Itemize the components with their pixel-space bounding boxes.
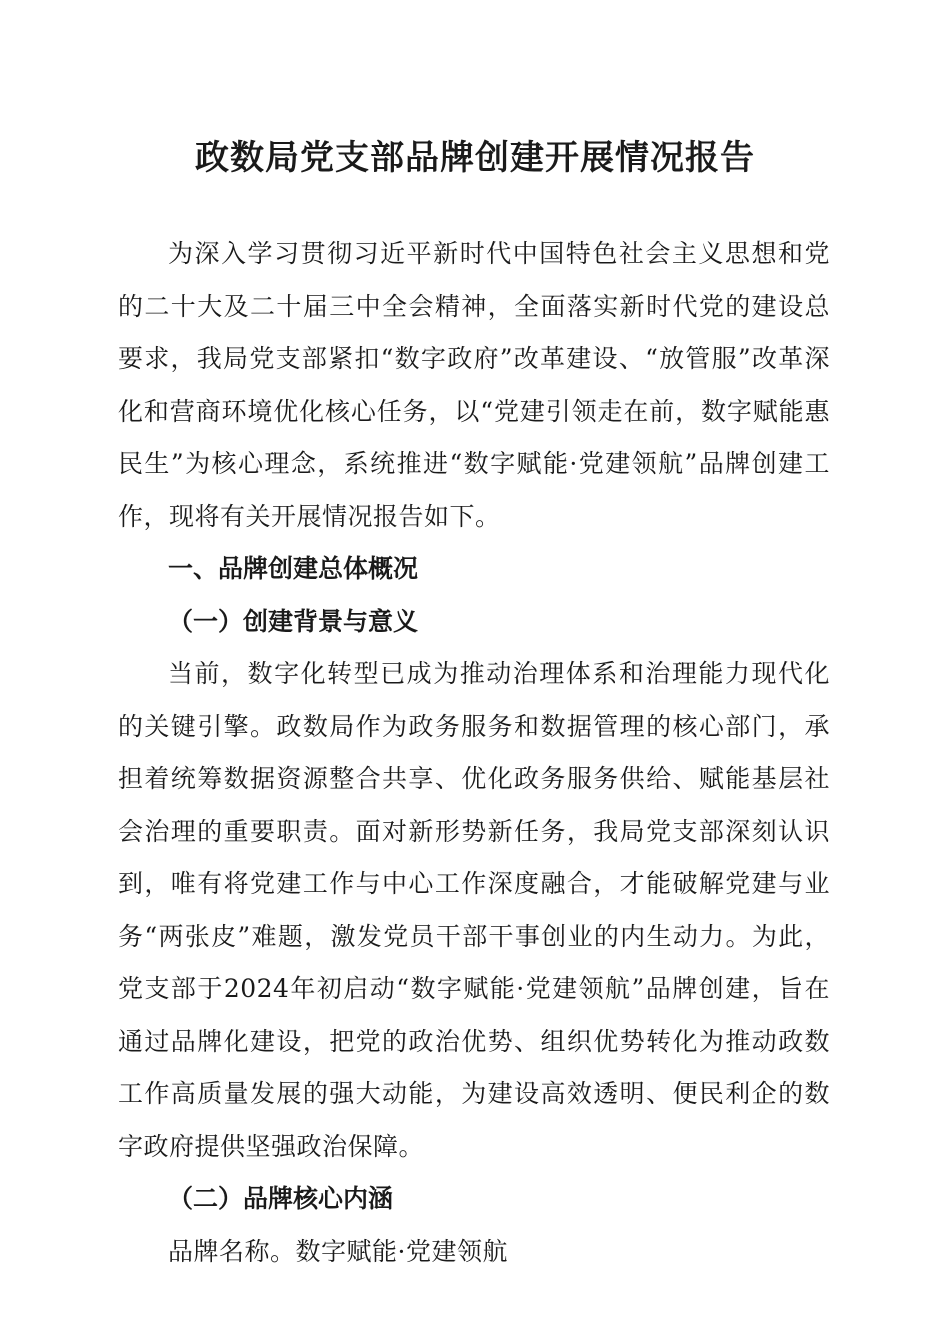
subsection-heading-brand-core: （二）品牌核心内涵 [168, 1184, 394, 1213]
brand-name-paragraph: 品牌名称。数字赋能·党建领航 [168, 1236, 508, 1266]
background-paragraph: 当前，数字化转型已成为推动治理体系和治理能力现代化的关键引擎。政数局作为政务服务和数据管理的核心部门，承担着统筹数据资源整合共享、优化政务服务供给、赋能基层社会治理的重要职责。面对新形势新任务，我局党支部深刻认识到，唯有将党建工作与中心工作深度融合，才能破解党建与业务“两张皮”难题，激发党员干部干事创业的内生动力。为此，党支部于2024年初启动“数字赋能·党建领航”品牌创建，旨在通过品牌化建设，把党的政治优势、组织优势转化为推动政数工作高质量发展的强大动能，为建设高效透明、便民利企的数字政府提供坚强政治保障。 [118, 659, 830, 1161]
document-body [118, 228, 830, 1278]
section-heading-overview: 一、品牌创建总体概况 [168, 554, 419, 583]
intro-paragraph: 为深入学习贯彻习近平新时代中国特色社会主义思想和党的二十大及二十届三中全会精神，全面落实新时代党的建设总要求，我局党支部紧扣“数字政府”改革建设、“放管服”改革深化和营商环境优化核心任务，以“党建引领走在前，数字赋能惠民生”为核心理念，系统推进“数字赋能·党建领航”品牌创建工作，现将有关开展情况报告如下。 [118, 239, 830, 531]
document-title: 政数局党支部品牌创建开展情况报告 [195, 138, 755, 178]
subsection-heading-background: （一）创建背景与意义 [168, 606, 419, 636]
